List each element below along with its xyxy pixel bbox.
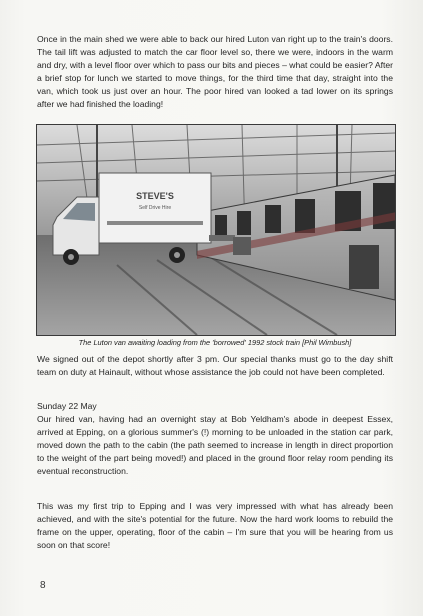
photo-luton-van-and-train — [36, 124, 396, 336]
paragraph-loading: Once in the main shed we were able to back our hired Luton van right up to the train's doors. The tail lift was adjusted to match the car floor level so, there we were, indoors in the warm and dry, with a level floor over which to pass our bits and pieces – what could be easier? After a brief stop for lunch we started to move things, for the third time that day, straight into the van, which took us just over an hour. The poor hired van looked a tad lower on its springs after we had finished the loading! — [37, 34, 393, 110]
photo-caption: The Luton van awaiting loading from the 'borrowed' 1992 stock train [Phil Wimbush] — [78, 338, 352, 347]
van-signage: STEVE'S — [136, 191, 174, 201]
van-subsignage: Self Drive Hire — [138, 205, 172, 211]
paragraph-epping-arrival: Our hired van, having had an overnight stay at Bob Yeldham's abode in deepest Essex, arrived at Epping, on a glorious summer's (!) morning to be unloaded in the station car park, moved down the path to the cabin (the path seemed to increase in length in direct proportion to the weight of the part being moved!) and placed in the ground floor relay room pending its eventual reconstruction. — [37, 414, 393, 477]
page-number: 8 — [40, 580, 46, 591]
paragraph-first-trip: This was my first trip to Epping and I was very impressed with what has already been achieved, and with the site's potential for the future. Now the hard work looms to rebuild the frame on the upper, operating, floor of the cabin – I'm sure that you will be hearing from us soon on that score! — [37, 501, 393, 551]
date-heading: Sunday 22 May — [37, 401, 97, 411]
paragraph-depot: We signed out of the depot shortly after 3 pm. Our special thanks must go to the day shift team on duty at Hainault, without whose assistance the job could not have been completed. — [37, 354, 393, 378]
